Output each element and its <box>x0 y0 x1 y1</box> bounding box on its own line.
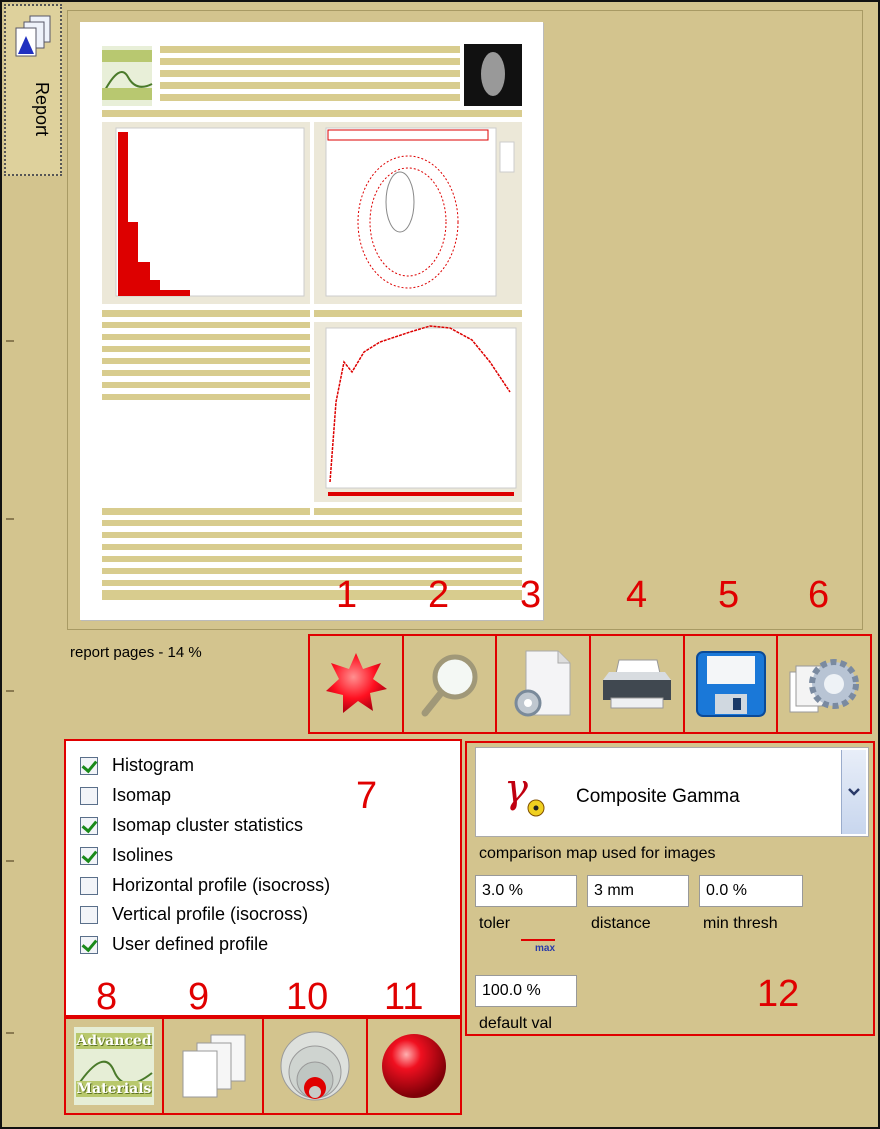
checkbox[interactable] <box>80 757 98 775</box>
min-thresh-label: min thresh <box>703 915 778 932</box>
comparison-map-caption: comparison map used for images <box>479 845 716 862</box>
pages-icon <box>173 1031 253 1101</box>
logo-text-bottom: Materials <box>76 1081 152 1097</box>
strip-tick <box>6 860 14 862</box>
strip-tick <box>6 1032 14 1034</box>
option-label: Isomap <box>112 785 172 805</box>
option-isomap-cluster-statistics[interactable] <box>80 815 303 836</box>
max-label: max <box>535 943 556 954</box>
report-page-graphic <box>80 22 543 620</box>
strip-tick <box>6 518 14 520</box>
generate-report-button[interactable] <box>310 636 404 732</box>
option-label: Vertical profile (isocross) <box>112 904 309 924</box>
option-user-defined-profile[interactable] <box>80 934 268 955</box>
print-button[interactable] <box>591 636 685 732</box>
checkbox[interactable] <box>80 877 98 895</box>
callout-number: 11 <box>384 976 424 1018</box>
callout-number: 5 <box>718 574 740 616</box>
max-indicator-line <box>521 939 555 941</box>
selected-map-label: Composite Gamma <box>576 786 740 807</box>
option-isomap[interactable] <box>80 785 171 806</box>
checkbox[interactable] <box>80 906 98 924</box>
isodose-icon <box>277 1028 353 1104</box>
strip-tick <box>6 340 14 342</box>
callout-number: 8 <box>96 976 118 1018</box>
save-button[interactable] <box>685 636 779 732</box>
report-tab[interactable] <box>4 4 62 176</box>
zoom-button[interactable] <box>404 636 498 732</box>
default-value-input[interactable]: 100.0 % <box>475 975 577 1007</box>
toler-label: toler <box>479 915 511 932</box>
dropdown-button[interactable] <box>841 750 866 834</box>
checkbox[interactable] <box>80 817 98 835</box>
callout-number: 10 <box>286 976 329 1018</box>
default-value-label: default val <box>479 1015 552 1032</box>
distance-input[interactable]: 3 mm <box>587 875 689 907</box>
checkbox[interactable] <box>80 787 98 805</box>
record-button[interactable] <box>368 1019 460 1113</box>
strip-tick <box>6 690 14 692</box>
callout-number: 7 <box>356 775 378 817</box>
option-label: Histogram <box>112 755 195 775</box>
page-setup-button[interactable] <box>497 636 591 732</box>
option-label: Isomap cluster statistics <box>112 815 304 835</box>
settings-button[interactable] <box>778 636 870 732</box>
pages-button[interactable] <box>164 1019 264 1113</box>
svg-text:γ: γ <box>504 766 528 812</box>
report-page-thumbnail[interactable] <box>80 22 543 620</box>
report-tab-label: Report <box>32 82 52 137</box>
option-horizontal-profile[interactable] <box>80 875 330 896</box>
checkbox[interactable] <box>80 936 98 954</box>
distance-label: distance <box>591 915 651 932</box>
printer-icon <box>597 654 677 714</box>
red-ball-icon <box>379 1031 449 1101</box>
callout-number: 1 <box>336 574 358 616</box>
advanced-materials-logo <box>74 1027 154 1105</box>
page-settings-icon <box>508 647 578 721</box>
chevron-down-icon <box>847 787 861 797</box>
report-toolbar <box>308 634 872 734</box>
logo-button[interactable] <box>66 1019 164 1113</box>
comparison-settings-panel <box>465 741 875 1036</box>
callout-number: 4 <box>626 574 648 616</box>
toler-input[interactable]: 3.0 % <box>475 875 577 907</box>
gamma-icon <box>500 764 550 824</box>
comparison-map-select[interactable] <box>475 747 869 837</box>
option-isolines[interactable] <box>80 845 173 866</box>
bottom-toolbar <box>64 1017 462 1115</box>
option-label: Horizontal profile (isocross) <box>112 875 331 895</box>
option-vertical-profile[interactable] <box>80 904 308 925</box>
min-thresh-input[interactable]: 0.0 % <box>699 875 803 907</box>
option-label: User defined profile <box>112 934 269 954</box>
logo-text-top: Advanced <box>76 1033 152 1049</box>
isodose-button[interactable] <box>264 1019 368 1113</box>
checkbox[interactable] <box>80 847 98 865</box>
callout-number: 2 <box>428 574 450 616</box>
red-star-icon <box>321 649 391 719</box>
report-pages-icon <box>12 14 56 60</box>
option-histogram[interactable] <box>80 755 194 776</box>
callout-number: 3 <box>520 574 542 616</box>
option-label: Isolines <box>112 845 174 865</box>
gear-pages-icon <box>784 648 864 720</box>
floppy-disk-icon <box>693 648 769 720</box>
callout-number: 6 <box>808 574 830 616</box>
callout-number: 9 <box>188 976 210 1018</box>
callout-number: 12 <box>757 973 800 1015</box>
zoom-status-text: report pages - 14 % <box>70 644 202 661</box>
magnifier-icon <box>417 649 483 719</box>
